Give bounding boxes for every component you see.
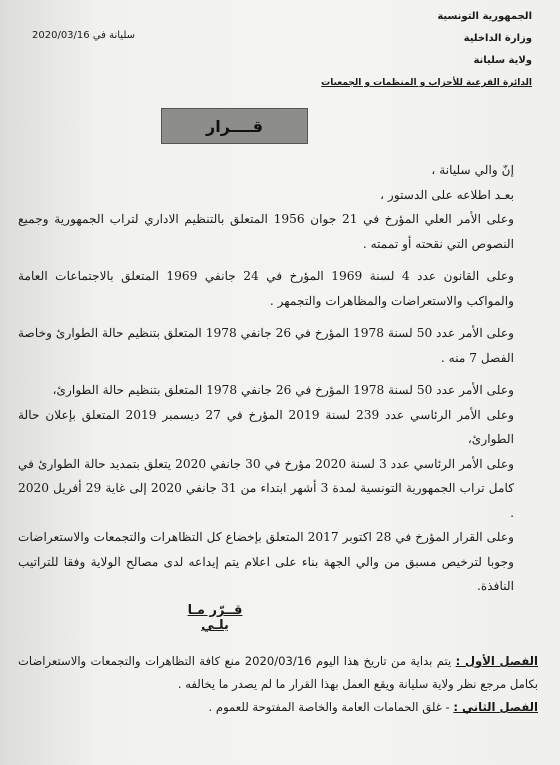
preamble-paragraph: إنّ والي سليانة ، [431,163,514,177]
letterhead-ministry: وزارة الداخلية [463,33,532,44]
letterhead-republic: الجمهورية التونسية [437,11,532,22]
preamble-paragraph: وعلى القانون عدد 4 لسنة 1969 المؤرخ في 24 جانفي 1969 المتعلق بالاجتماعات العامة والمواكب والاستعراضات والمظاهرات والتجمهر . [18,269,515,308]
preamble [18,158,538,599]
preamble-paragraph: وعلى الأمر الرئاسي عدد 239 لسنة 2019 المؤرخ في 27 ديسمبر 2019 المتعلق بإعلان حالة الطوارئ، [18,407,514,446]
article-text: - غلق الحمامات العامة والخاصة المفتوحة للعموم . [208,700,450,714]
preamble-paragraph: وعلى القرار المؤرخ في 28 اكتوبر 2017 المتعلق بإخضاع كل التظاهرات والتجمعات والاستعراضات وجوبا لترخيص مسبق من والي الجهة بناء على اعلام يتم إيداعه لدى مصالح الولاية وفقا للتراتيب النافذة. [18,530,514,593]
letterhead-department: الدائرة الفرعية للأحزاب و المنظمات و الجمعيات [321,78,532,88]
article-text: يتم بداية من تاريخ هذا اليوم 2020/03/16 منع كافة التظاهرات والتجمعات والاستعراضات بكامل مرجع نظر ولاية سليانة ويقع العمل بهذا القرار ما لم يصدر ما يخالفه . [18,654,538,691]
article-label: الفصل الأول : [455,654,539,668]
document-date: سليانة في 2020/03/16 [32,30,136,41]
preamble-paragraph: وعلى الأمر عدد 50 لسنة 1978 المؤرخ في 26 جانفي 1978 المتعلق بتنظيم حالة الطوارئ وخاصة الفصل 7 منه . [18,326,514,365]
articles [18,650,538,719]
letterhead-governorate: ولاية سليانة [473,55,532,66]
preamble-paragraph: وعلى الأمر الرئاسي عدد 3 لسنة 2020 مؤرخ في 30 جانفي 2020 يتعلق بتمديد حالة الطوارئ في كامل تراب الجمهورية التونسية لمدة 3 أشهر ابتداء من 31 جانفي 2020 إلى غاية 29 أفريل 2020 . [18,456,514,520]
preamble-paragraph: بعـد اطلاعه على الدستور ، [380,187,514,202]
document-title: قــــرار [161,108,308,144]
preamble-paragraph: وعلى الأمر عدد 50 لسنة 1978 المؤرخ في 26 جانفي 1978 المتعلق بتنظيم حالة الطوارئ، [52,383,514,397]
preamble-paragraph: وعلى الأمر العلي المؤرخ في 21 جوان 1956 المتعلق بالتنظيم الاداري لتراب الجمهورية وجميع النصوص التي نقحته أو تممته . [18,212,514,251]
letterhead [321,6,532,94]
article-item [18,650,538,696]
decision-heading: قــرّر مـا يلـي [187,603,243,633]
article-item [18,696,538,719]
article-label: الفصل الثاني : [453,700,538,714]
